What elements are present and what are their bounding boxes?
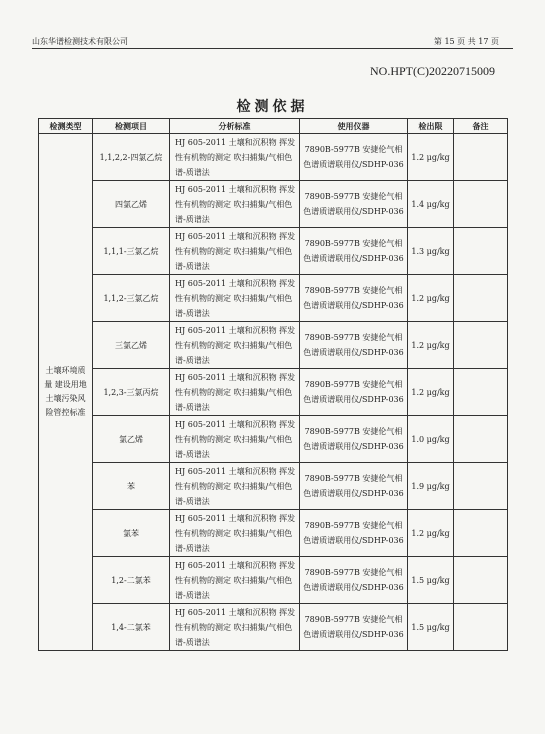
basis-table (38, 118, 508, 651)
detection-limit-cell: 1.4 μg/kg (408, 181, 454, 228)
analysis-standard-cell: HJ 605-2011 土壤和沉积物 挥发性有机物的测定 吹扫捕集/气相色谱-质谱法 (170, 275, 300, 322)
instrument-cell: 7890B-5977B 安捷伦气相色谱质谱联用仪/SDHP-036 (300, 322, 408, 369)
company-header: 山东华谱检测技术有限公司 (32, 37, 128, 46)
analysis-standard-cell: HJ 605-2011 土壤和沉积物 挥发性有机物的测定 吹扫捕集/气相色谱-质谱法 (170, 322, 300, 369)
table-row (39, 228, 508, 275)
remark-cell (454, 604, 508, 651)
analysis-standard-cell: HJ 605-2011 土壤和沉积物 挥发性有机物的测定 吹扫捕集/气相色谱-质谱法 (170, 604, 300, 651)
column-header: 分析标准 (170, 119, 300, 134)
test-item-cell: 1,1,2-三氯乙烷 (93, 275, 170, 322)
detection-limit-cell: 1.5 μg/kg (408, 557, 454, 604)
instrument-cell: 7890B-5977B 安捷伦气相色谱质谱联用仪/SDHP-036 (300, 134, 408, 181)
instrument-cell: 7890B-5977B 安捷伦气相色谱质谱联用仪/SDHP-036 (300, 181, 408, 228)
remark-cell (454, 228, 508, 275)
table-row (39, 275, 508, 322)
analysis-standard-cell: HJ 605-2011 土壤和沉积物 挥发性有机物的测定 吹扫捕集/气相色谱-质谱法 (170, 557, 300, 604)
test-item-cell: 三氯乙烯 (93, 322, 170, 369)
analysis-standard-cell: HJ 605-2011 土壤和沉积物 挥发性有机物的测定 吹扫捕集/气相色谱-质谱法 (170, 463, 300, 510)
instrument-cell: 7890B-5977B 安捷伦气相色谱质谱联用仪/SDHP-036 (300, 416, 408, 463)
test-item-cell: 四氯乙烯 (93, 181, 170, 228)
table-row (39, 416, 508, 463)
remark-cell (454, 510, 508, 557)
test-item-cell: 1,1,2,2-四氯乙烷 (93, 134, 170, 181)
column-header: 备注 (454, 119, 508, 134)
table-row (39, 463, 508, 510)
page-title: 检测依据 (236, 99, 309, 115)
detection-limit-cell: 1.3 μg/kg (408, 228, 454, 275)
analysis-standard-cell: HJ 605-2011 土壤和沉积物 挥发性有机物的测定 吹扫捕集/气相色谱-质谱法 (170, 416, 300, 463)
instrument-cell: 7890B-5977B 安捷伦气相色谱质谱联用仪/SDHP-036 (300, 557, 408, 604)
test-item-cell: 1,4-二氯苯 (93, 604, 170, 651)
detection-limit-cell: 1.2 μg/kg (408, 134, 454, 181)
header-divider (32, 48, 513, 49)
test-item-cell: 1,2,3-三氯丙烷 (93, 369, 170, 416)
analysis-standard-cell: HJ 605-2011 土壤和沉积物 挥发性有机物的测定 吹扫捕集/气相色谱-质谱法 (170, 134, 300, 181)
analysis-standard-cell: HJ 605-2011 土壤和沉积物 挥发性有机物的测定 吹扫捕集/气相色谱-质谱法 (170, 510, 300, 557)
remark-cell (454, 134, 508, 181)
table-header-row (39, 119, 508, 134)
table-row (39, 134, 508, 181)
remark-cell (454, 322, 508, 369)
instrument-cell: 7890B-5977B 安捷伦气相色谱质谱联用仪/SDHP-036 (300, 604, 408, 651)
table-row (39, 181, 508, 228)
detection-limit-cell: 1.0 μg/kg (408, 416, 454, 463)
detection-limit-cell: 1.2 μg/kg (408, 510, 454, 557)
detection-limit-cell: 1.2 μg/kg (408, 369, 454, 416)
detection-limit-cell: 1.5 μg/kg (408, 604, 454, 651)
table-row (39, 369, 508, 416)
remark-cell (454, 181, 508, 228)
instrument-cell: 7890B-5977B 安捷伦气相色谱质谱联用仪/SDHP-036 (300, 275, 408, 322)
test-item-cell: 1,1,1-三氯乙烷 (93, 228, 170, 275)
test-item-cell: 氯苯 (93, 510, 170, 557)
report-number: NO.HPT(C)20220715009 (370, 64, 495, 78)
remark-cell (454, 416, 508, 463)
remark-cell (454, 369, 508, 416)
table-row (39, 604, 508, 651)
analysis-standard-cell: HJ 605-2011 土壤和沉积物 挥发性有机物的测定 吹扫捕集/气相色谱-质谱法 (170, 369, 300, 416)
test-item-cell: 氯乙烯 (93, 416, 170, 463)
table-row (39, 510, 508, 557)
remark-cell (454, 463, 508, 510)
test-item-cell: 苯 (93, 463, 170, 510)
test-item-cell: 1,2-二氯苯 (93, 557, 170, 604)
remark-cell (454, 275, 508, 322)
remark-cell (454, 557, 508, 604)
analysis-standard-cell: HJ 605-2011 土壤和沉积物 挥发性有机物的测定 吹扫捕集/气相色谱-质谱法 (170, 228, 300, 275)
detection-limit-cell: 1.2 μg/kg (408, 275, 454, 322)
table-row (39, 557, 508, 604)
column-header: 检出限 (408, 119, 454, 134)
test-category-cell: 土壤环境质量 建设用地土壤污染风险管控标准 (39, 134, 93, 651)
column-header: 检测项目 (93, 119, 170, 134)
page-indicator: 第 15 页 共 17 页 (433, 37, 499, 46)
instrument-cell: 7890B-5977B 安捷伦气相色谱质谱联用仪/SDHP-036 (300, 369, 408, 416)
instrument-cell: 7890B-5977B 安捷伦气相色谱质谱联用仪/SDHP-036 (300, 463, 408, 510)
detection-limit-cell: 1.2 μg/kg (408, 322, 454, 369)
instrument-cell: 7890B-5977B 安捷伦气相色谱质谱联用仪/SDHP-036 (300, 228, 408, 275)
instrument-cell: 7890B-5977B 安捷伦气相色谱质谱联用仪/SDHP-036 (300, 510, 408, 557)
table-row (39, 322, 508, 369)
analysis-standard-cell: HJ 605-2011 土壤和沉积物 挥发性有机物的测定 吹扫捕集/气相色谱-质谱法 (170, 181, 300, 228)
column-header: 检测类型 (39, 119, 93, 134)
column-header: 使用仪器 (300, 119, 408, 134)
detection-limit-cell: 1.9 μg/kg (408, 463, 454, 510)
